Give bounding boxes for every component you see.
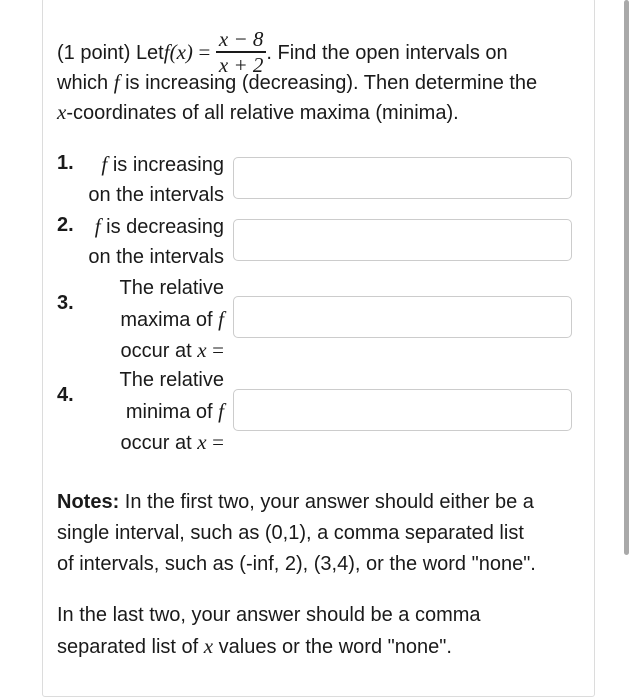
equals-sign: = xyxy=(198,40,211,65)
notes-p2-line-1: In the last two, your answer should be a comma xyxy=(57,604,481,626)
notes-p2-line-2 xyxy=(57,634,452,659)
f-symbol: f xyxy=(113,70,120,94)
notes-line-1 xyxy=(57,490,534,514)
fraction-numerator: x − 8 xyxy=(218,27,264,51)
question-4-label-line-3 xyxy=(121,430,224,455)
question-4-label-line-2 xyxy=(126,399,224,424)
problem-text-1: . Find the open intervals on xyxy=(266,42,508,65)
question-2-text-1: is decreasing xyxy=(106,216,224,238)
notes-line-2: single interval, such as (0,1), a comma separated list xyxy=(57,522,524,544)
f-symbol: f xyxy=(94,214,101,238)
x-symbol: x xyxy=(57,100,67,124)
problem-line-2 xyxy=(57,70,537,95)
question-3-label-line-2 xyxy=(120,307,224,332)
problem-text-2b: is increasing (decreasing). Then determine the xyxy=(125,72,538,94)
x-symbol: x xyxy=(203,634,214,658)
problem-text-2a: which xyxy=(57,72,109,94)
question-4-text-3: occur at xyxy=(120,432,192,454)
notes-p2-text-a: separated list of xyxy=(57,636,199,658)
answer-2-input[interactable] xyxy=(233,219,572,261)
question-4-number: 4. xyxy=(57,384,74,406)
question-3-text-2: maxima of xyxy=(120,309,213,331)
points-label: (1 point) xyxy=(57,42,131,65)
x-symbol: x xyxy=(197,430,207,454)
equals-sign: = xyxy=(212,338,224,362)
scrollbar[interactable] xyxy=(624,0,629,555)
question-3-number: 3. xyxy=(57,292,74,314)
question-2-number: 2. xyxy=(57,214,74,236)
x-symbol: x xyxy=(197,338,207,362)
notes-line-3: of intervals, such as (-inf, 2), (3,4), or the word "none". xyxy=(57,553,536,575)
question-4-label-line-1: The relative xyxy=(119,369,224,391)
question-2-label-line-2: on the intervals xyxy=(88,246,224,268)
fraction xyxy=(216,28,267,76)
f-symbol: f xyxy=(218,399,224,423)
answer-3-input[interactable] xyxy=(233,296,572,338)
function-name: f(x) xyxy=(163,40,193,65)
notes-label: Notes: xyxy=(57,491,120,513)
question-1-label-line-2: on the intervals xyxy=(88,184,224,206)
question-2-label-line-1 xyxy=(95,214,224,239)
problem-text-3: -coordinates of all relative maxima (minima). xyxy=(66,102,459,124)
question-1-text-1: is increasing xyxy=(112,154,224,176)
question-3-text-3: occur at xyxy=(120,340,192,362)
question-1-label-line-1 xyxy=(101,152,224,177)
question-4-text-2: minima of xyxy=(125,401,213,423)
fraction-denominator: x + 2 xyxy=(218,52,264,77)
f-symbol: f xyxy=(218,307,224,331)
question-3-label-line-3 xyxy=(121,338,224,363)
let-word: Let xyxy=(135,42,164,65)
problem-line-3 xyxy=(57,100,459,125)
question-1-number: 1. xyxy=(57,152,74,174)
question-3-label-line-1: The relative xyxy=(119,277,224,299)
notes-p2-text-b: values or the word "none". xyxy=(218,636,452,658)
answer-4-input[interactable] xyxy=(233,389,572,431)
f-symbol: f xyxy=(101,152,108,176)
notes-text-1: In the first two, your answer should either be a xyxy=(124,491,534,513)
equals-sign: = xyxy=(212,430,224,454)
answer-1-input[interactable] xyxy=(233,157,572,199)
